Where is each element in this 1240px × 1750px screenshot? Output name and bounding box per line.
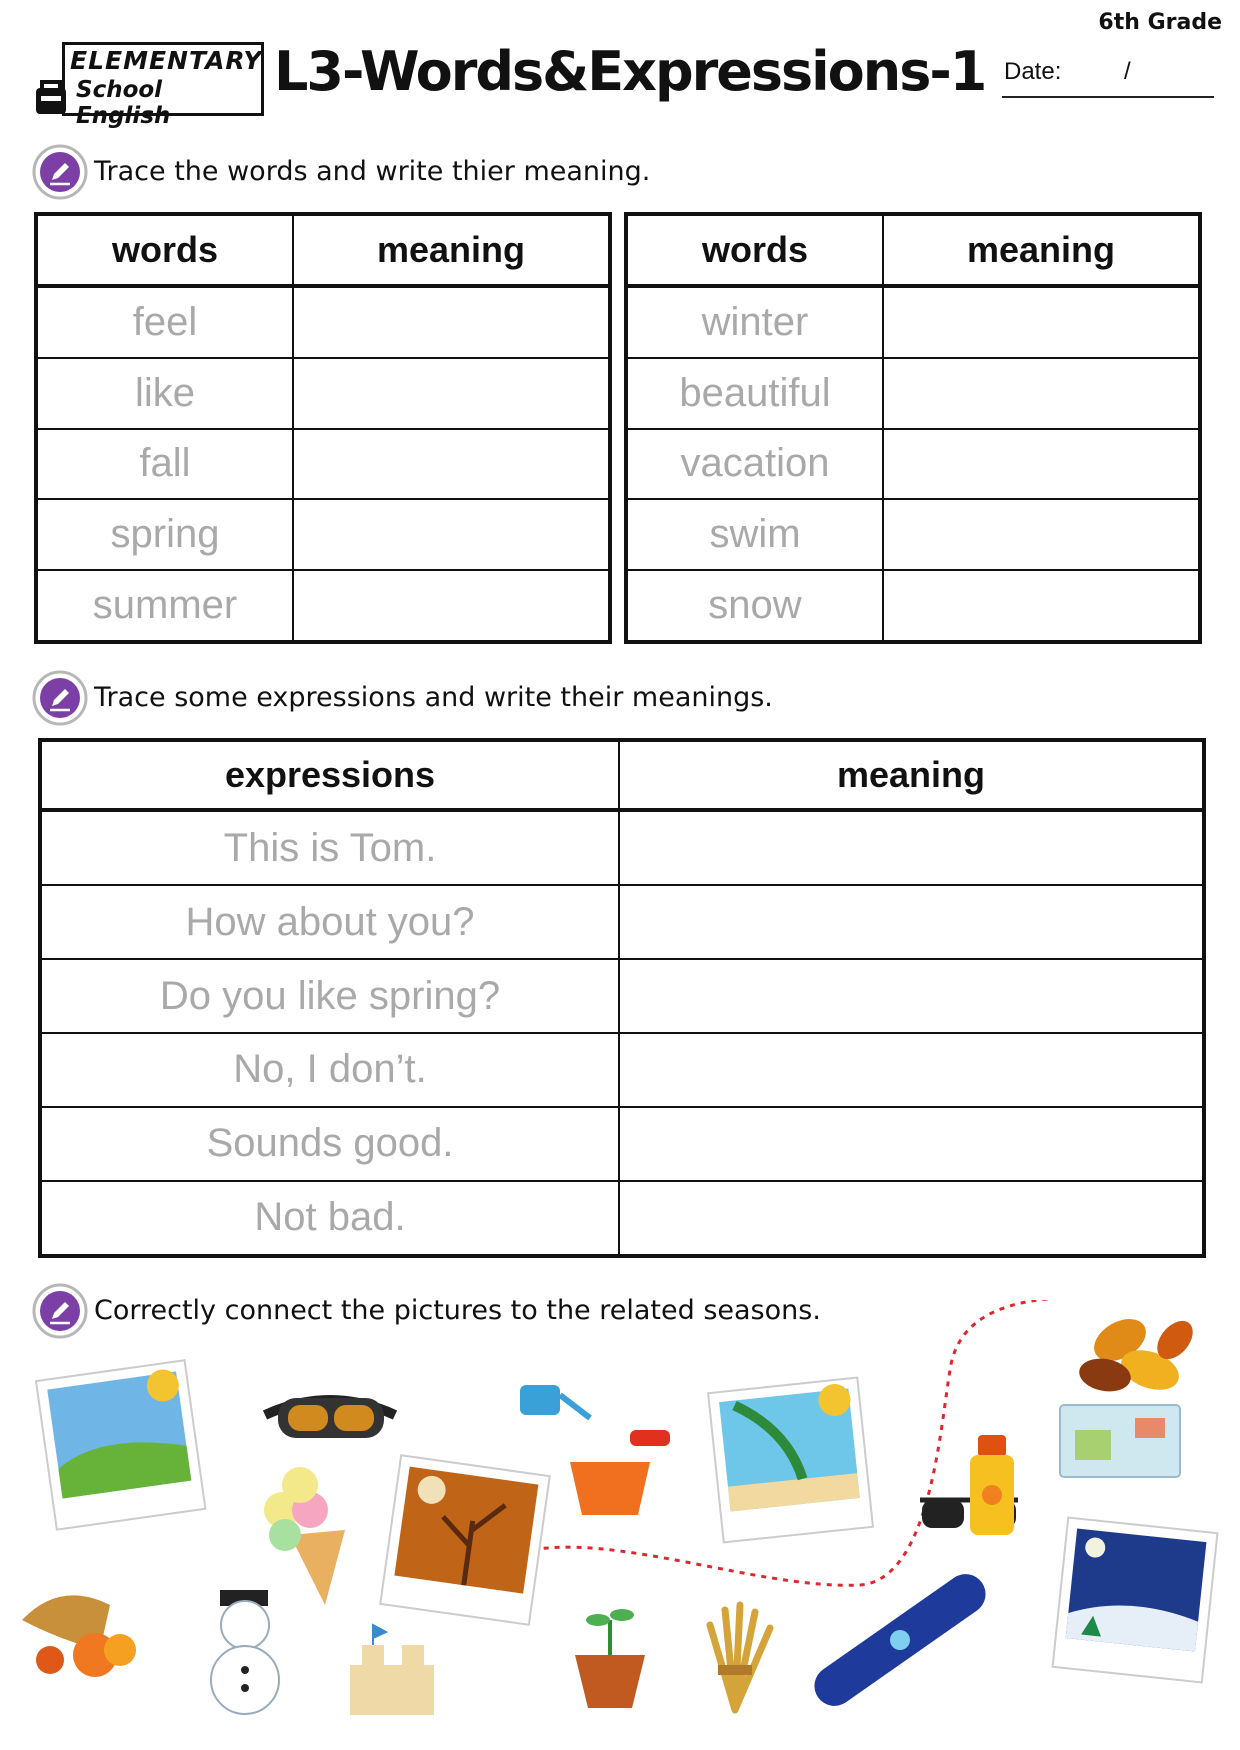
instruction-1-text: Trace the words and write thier meaning. [94, 156, 651, 187]
word-trace: spring [36, 499, 293, 570]
meaning-blank[interactable] [619, 959, 1204, 1033]
meaning-blank[interactable] [293, 286, 610, 358]
expression-trace: Sounds good. [40, 1107, 619, 1181]
logo-line-1: ELEMENTARY [70, 46, 263, 75]
instruction-3-text: Correctly connect the pictures to the related seasons. [94, 1295, 821, 1326]
school-bag-icon [32, 76, 72, 116]
sandcastle[interactable] [350, 1625, 434, 1715]
expression-trace: This is Tom. [40, 810, 619, 885]
meaning-blank[interactable] [883, 429, 1200, 500]
spring-landscape-photo[interactable] [36, 1360, 205, 1529]
autumn-tree-photo[interactable] [380, 1455, 549, 1624]
grade-label: 6th Grade [1098, 10, 1222, 35]
col-header-expressions: expressions [40, 740, 619, 810]
words-table-left [34, 212, 612, 644]
date-field[interactable] [1002, 58, 1214, 98]
expression-trace: Not bad. [40, 1181, 619, 1256]
word-trace: feel [36, 286, 293, 358]
meaning-blank[interactable] [883, 499, 1200, 570]
word-trace: winter [626, 286, 883, 358]
snowman[interactable] [211, 1590, 279, 1714]
col-header-words: words [36, 214, 293, 286]
word-trace: snow [626, 570, 883, 642]
summer-beach-photo[interactable] [708, 1378, 873, 1543]
word-trace: fall [36, 429, 293, 500]
autumn-leaves[interactable] [1077, 1310, 1200, 1397]
col-header-words: words [626, 214, 883, 286]
meaning-blank[interactable] [883, 286, 1200, 358]
date-slash: / [1124, 58, 1131, 85]
snowboard[interactable] [807, 1566, 994, 1713]
winter-night-photo[interactable] [1053, 1518, 1218, 1683]
postcard[interactable] [1060, 1405, 1180, 1477]
word-trace: beautiful [626, 358, 883, 429]
sunscreen-bottle[interactable] [970, 1435, 1014, 1535]
word-trace: swim [626, 499, 883, 570]
instruction-2-text: Trace some expressions and write their meanings. [94, 682, 773, 713]
season-pictures [0, 1300, 1240, 1750]
meaning-blank[interactable] [619, 1107, 1204, 1181]
elementary-school-english-logo [32, 42, 264, 129]
meaning-blank[interactable] [619, 1033, 1204, 1107]
word-trace: summer [36, 570, 293, 642]
meaning-blank[interactable] [883, 570, 1200, 642]
meaning-blank[interactable] [619, 810, 1204, 885]
worksheet-title: L3-Words&Expressions-1 [274, 40, 986, 103]
wheat-bundle[interactable] [710, 1605, 770, 1710]
words-table-right [624, 212, 1202, 644]
ski-goggles[interactable] [265, 1398, 395, 1438]
date-label: Date: [1004, 58, 1062, 85]
word-trace: vacation [626, 429, 883, 500]
pencil-badge-icon [32, 670, 88, 726]
col-header-meaning: meaning [619, 740, 1204, 810]
col-header-meaning: meaning [293, 214, 610, 286]
expression-trace: Do you like spring? [40, 959, 619, 1033]
meaning-blank[interactable] [293, 570, 610, 642]
meaning-blank[interactable] [883, 358, 1200, 429]
meaning-blank[interactable] [619, 885, 1204, 959]
expression-trace: How about you? [40, 885, 619, 959]
pencil-badge-icon [32, 144, 88, 200]
meaning-blank[interactable] [619, 1181, 1204, 1256]
ice-cream-cone[interactable] [264, 1467, 345, 1605]
expressions-table [38, 738, 1206, 1258]
meaning-blank[interactable] [293, 358, 610, 429]
meaning-blank[interactable] [293, 499, 610, 570]
word-trace: like [36, 358, 293, 429]
cornucopia[interactable] [22, 1595, 136, 1677]
expression-trace: No, I don’t. [40, 1033, 619, 1107]
seedling-pot[interactable] [575, 1609, 645, 1708]
logo-line-2: School English [76, 77, 171, 129]
meaning-blank[interactable] [293, 429, 610, 500]
col-header-meaning: meaning [883, 214, 1200, 286]
